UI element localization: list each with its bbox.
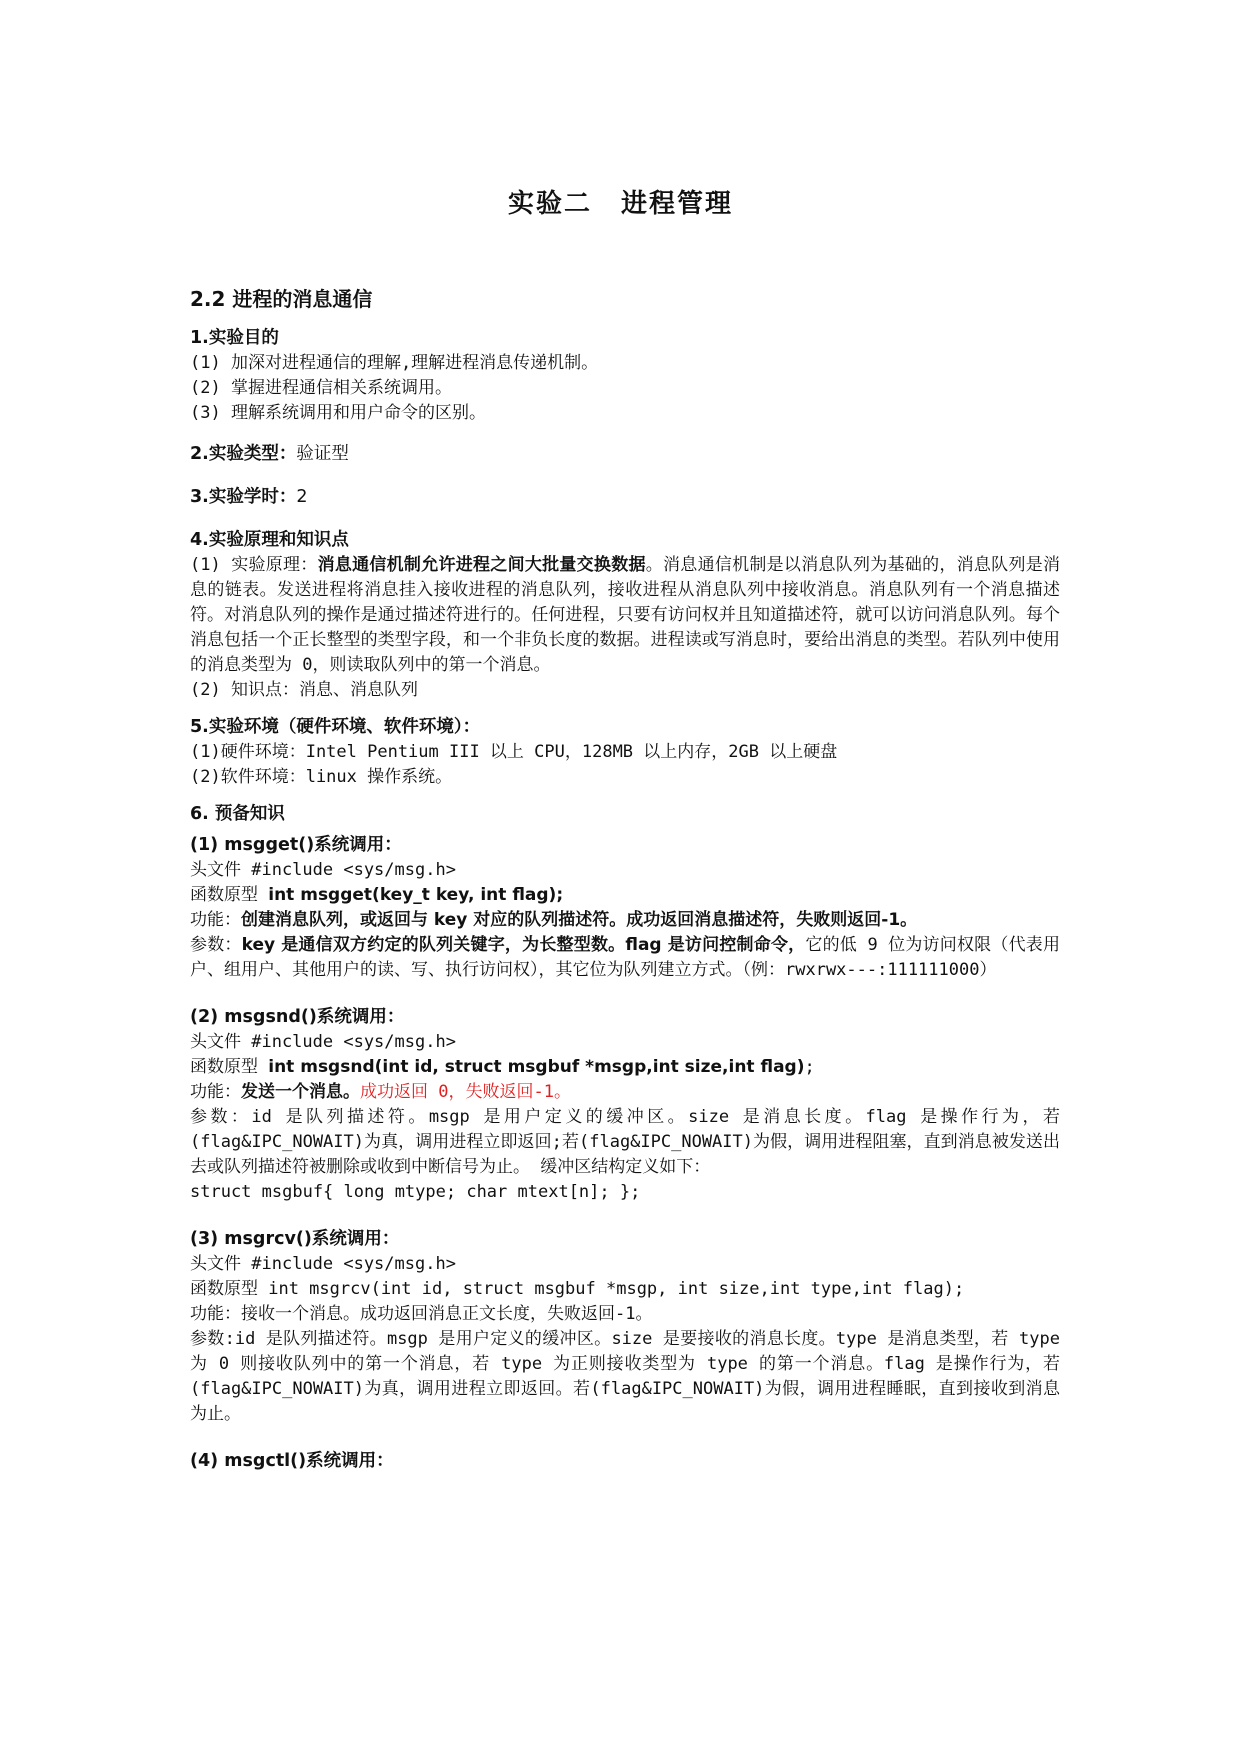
msgget-proto-label: 函数原型 [190, 885, 269, 905]
principle-paragraph [190, 553, 1060, 678]
msgsnd-title: (2) msgsnd()系统调用： [190, 1007, 405, 1027]
purpose-item: (1) 加深对进程通信的理解,理解进程消息传递机制。 [190, 353, 599, 373]
msgget-func [190, 908, 1060, 933]
msgsnd-proto-code: int msgsnd(int id, struct msgbuf *msgp,int size,int flag) [268, 1057, 805, 1077]
msgrcv-header: 头文件 #include <sys/msg.h> [190, 1254, 456, 1274]
principle-heading: 4.实验原理和知识点 [190, 530, 349, 550]
msgrcv-param: 参数:id 是队列描述符。msgp 是用户定义的缓冲区。size 是要接收的消息长度。type 是消息类型，若 type 为 0 则接收队列中的第一个消息，若 type 为正则接收类型为 type 的第一个消息。flag 是操作行为，若(flag&IPC_NOWAIT)为真，调用进程立即返回。若(flag&IPC_NOWAIT)为假，调用进程睡眠，直到接收到消息为止。 [190, 1329, 1060, 1424]
purpose-heading: 1.实验目的 [190, 328, 279, 348]
msgrcv-proto: 函数原型 int msgrcv(int id, struct msgbuf *msgp, int size,int type,int flag); [190, 1279, 965, 1299]
msgsnd-func-bold: 发送一个消息。 [241, 1082, 360, 1102]
msgsnd-proto-end: ; [804, 1057, 815, 1077]
msgsnd-param: 参数：id 是队列描述符。msgp 是用户定义的缓冲区。size 是消息长度。flag 是操作行为，若(flag&IPC_NOWAIT)为真，调用进程立即返回;若(flag&IPC_NOWAIT)为假，调用进程阻塞，直到消息被发送出去或队列描述符被删除或收到中断信号为止。 缓冲区结构定义如下： [190, 1107, 1060, 1177]
msgsnd-proto-label: 函数原型 [190, 1057, 269, 1077]
principle-prefix: (1) 实验原理： [190, 555, 318, 575]
type-label: 2.实验类型： [190, 444, 297, 464]
principle-bold: 消息通信机制允许进程之间大批量交换数据 [317, 555, 646, 575]
msgget-func-text: 创建消息队列，或返回与 key 对应的队列描述符。成功返回消息描述符，失败则返回-1。 [241, 910, 918, 930]
msgsnd-header: 头文件 #include <sys/msg.h> [190, 1032, 456, 1052]
msgget-param-label: 参数： [190, 935, 242, 955]
msgsnd-func [190, 1080, 1060, 1105]
msgsnd-struct: struct msgbuf{ long mtype; char mtext[n]; }; [190, 1182, 641, 1202]
prep-heading: 6. 预备知识 [190, 804, 285, 824]
hours-label: 3.实验学时： [190, 487, 297, 507]
msgsnd-proto [190, 1055, 1060, 1080]
knowledge-points: (2) 知识点：消息、消息队列 [190, 680, 418, 700]
msgget-proto [190, 883, 1060, 908]
msgget-func-label: 功能： [190, 910, 241, 930]
hours-heading [190, 485, 1060, 510]
msgget-param [190, 933, 1060, 983]
page-title: 实验二 进程管理 [507, 189, 734, 219]
msgctl-title: (4) msgctl()系统调用： [190, 1451, 394, 1471]
msgget-param-rest: 它的低 9 位为访问权限（代表用户、组用户、其他用户的读、写、执行访问权），其它位为队列建立方式。（例：rwxrwx---:111111000） [190, 935, 1060, 980]
msgsnd-func-red: 成功返回 0，失败返回-1。 [360, 1082, 571, 1102]
msgget-title: (1) msgget()系统调用： [190, 835, 402, 855]
msgget-param-bold: key 是通信双方约定的队列关键字，为长整型数。flag 是访问控制命令， [241, 935, 806, 955]
type-heading [190, 442, 1060, 467]
hours-value: 2 [296, 487, 308, 507]
msgrcv-func: 功能：接收一个消息。成功返回消息正文长度，失败返回-1。 [190, 1304, 653, 1324]
section-heading: 2.2 进程的消息通信 [190, 287, 373, 311]
msgsnd-func-label: 功能： [190, 1082, 241, 1102]
environment-heading: 5.实验环境（硬件环境、软件环境）： [190, 717, 481, 737]
msgget-header: 头文件 #include <sys/msg.h> [190, 860, 456, 880]
purpose-item: (2) 掌握进程通信相关系统调用。 [190, 378, 452, 398]
principle-rest: 。消息通信机制是以消息队列为基础的，消息队列是消息的链表。发送进程将消息挂入接收进程的消息队列，接收进程从消息队列中接收消息。消息队列有一个消息描述符。对消息队列的操作是通过描述符进行的。任何进程，只要有访问权并且知道描述符，就可以访问消息队列。每个消息包括一个正长整型的类型字段，和一个非负长度的数据。进程读或写消息时，要给出消息的类型。若队列中使用的消息类型为 0，则读取队列中的第一个消息。 [190, 555, 1061, 675]
msgrcv-title: (3) msgrcv()系统调用： [190, 1229, 400, 1249]
purpose-item: (3) 理解系统调用和用户命令的区别。 [190, 403, 486, 423]
msgget-proto-code: int msgget(key_t key, int flag); [268, 885, 564, 905]
document-body [190, 284, 1060, 1474]
environment-item: (2)软件环境：linux 操作系统。 [190, 767, 453, 787]
environment-item: (1)硬件环境：Intel Pentium III 以上 CPU，128MB 以上内存，2GB 以上硬盘 [190, 742, 838, 762]
type-value: 验证型 [296, 444, 349, 464]
